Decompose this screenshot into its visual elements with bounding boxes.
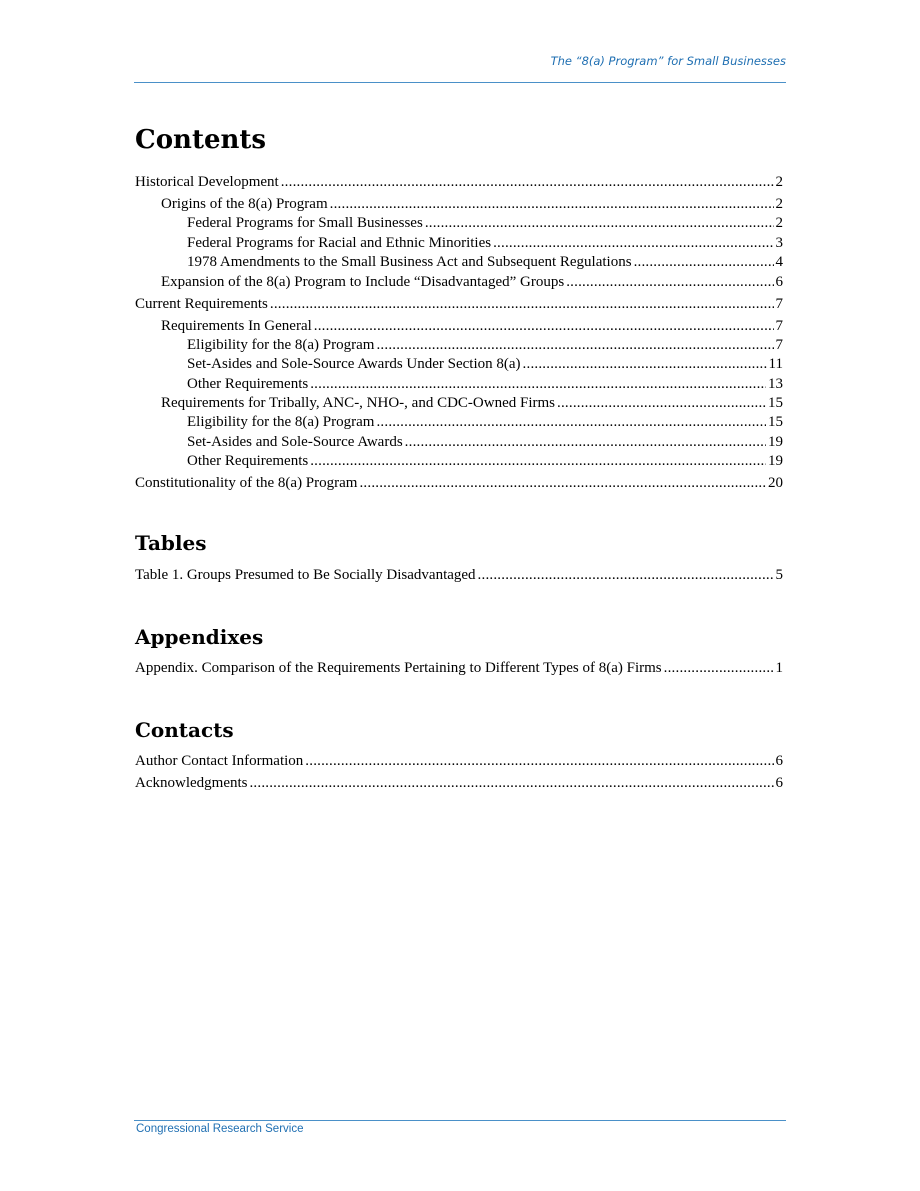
toc-page-number: 19 (768, 453, 783, 470)
toc-page-number: 3 (775, 234, 783, 251)
toc-page-number: 1 (775, 660, 783, 676)
running-header: The “8(a) Program” for Small Businesses (550, 54, 786, 68)
toc-leader-dots (310, 452, 766, 471)
appendixes-heading: Appendixes (135, 625, 264, 649)
toc-entry[interactable] (135, 214, 783, 233)
toc-entry[interactable] (135, 295, 783, 314)
toc-entry-text: Set-Asides and Sole-Source Awards Under Section 8(a) (187, 356, 521, 373)
toc-leader-dots (634, 253, 774, 272)
toc-leader-dots (281, 173, 774, 192)
contacts-heading: Contacts (135, 718, 234, 742)
toc-leader-dots (314, 317, 774, 336)
toc-entry[interactable] (135, 566, 783, 585)
tables-heading: Tables (135, 531, 207, 555)
toc-entry-text: Current Requirements (135, 295, 268, 312)
toc-entry-text: Historical Development (135, 174, 279, 190)
toc-entry-text: Other Requirements (187, 375, 309, 392)
toc-entry-text: Constitutionality of the 8(a) Program (135, 475, 358, 492)
footer-label: Congressional Research Service (136, 1123, 304, 1135)
toc-entry[interactable] (135, 774, 783, 793)
toc-leader-dots (359, 474, 766, 493)
toc-entry-text: Acknowledgments (135, 774, 248, 791)
toc-entry[interactable] (135, 273, 783, 292)
header-divider (134, 82, 786, 83)
toc-entry[interactable] (135, 253, 783, 272)
toc-leader-dots (493, 234, 773, 253)
tables-list (135, 566, 783, 585)
toc-entry[interactable] (135, 659, 783, 678)
toc-page-number: 2 (775, 215, 783, 232)
toc-page-number: 13 (768, 375, 783, 392)
toc-entry-text: Federal Programs for Racial and Ethnic Minorities (187, 234, 492, 251)
toc-page-number: 4 (775, 254, 783, 271)
toc-entry[interactable] (135, 394, 783, 413)
toc-entry-text: Author Contact Information (135, 753, 304, 769)
toc-leader-dots (249, 774, 773, 793)
toc-page-number: 2 (775, 195, 783, 212)
toc-leader-dots (405, 433, 766, 452)
toc-leader-dots (270, 295, 774, 314)
contents-heading: Contents (135, 125, 267, 155)
toc-entry[interactable] (135, 195, 783, 214)
toc-entry[interactable] (135, 433, 783, 452)
toc-entry[interactable] (135, 413, 783, 432)
toc-entry-text: Appendix. Comparison of the Requirements Pertaining to Different Types of 8(a) Firms (135, 660, 662, 676)
toc-entry[interactable] (135, 234, 783, 253)
toc-entry-text: Eligibility for the 8(a) Program (187, 414, 375, 431)
toc-entry-text: Eligibility for the 8(a) Program (187, 336, 375, 353)
toc-leader-dots (557, 394, 766, 413)
toc-page-number: 15 (768, 414, 783, 431)
toc-entry-text: Set-Asides and Sole-Source Awards (187, 433, 403, 450)
toc-leader-dots (310, 375, 766, 394)
toc-entry-text: Requirements In General (161, 317, 312, 334)
toc-entry[interactable] (135, 355, 783, 374)
toc-leader-dots (305, 752, 773, 771)
toc-entry-text: Table 1. Groups Presumed to Be Socially Disadvantaged (135, 567, 476, 583)
toc-entry-text: Expansion of the 8(a) Program to Include “Disadvantaged” Groups (161, 273, 565, 290)
toc-leader-dots (523, 355, 767, 374)
footer-divider (134, 1120, 786, 1121)
toc-page-number: 15 (768, 395, 783, 412)
toc-leader-dots (376, 336, 773, 355)
toc-leader-dots (425, 214, 774, 233)
toc-entry[interactable] (135, 336, 783, 355)
contents-list (135, 173, 783, 494)
toc-leader-dots (376, 413, 766, 432)
toc-entry[interactable] (135, 474, 783, 493)
toc-page-number: 11 (768, 356, 783, 373)
toc-entry[interactable] (135, 173, 783, 192)
toc-page-number: 5 (775, 567, 783, 583)
toc-page-number: 20 (768, 475, 783, 492)
toc-entry-text: Federal Programs for Small Businesses (187, 215, 423, 232)
toc-page-number: 6 (775, 774, 783, 791)
toc-entry-text: Other Requirements (187, 453, 309, 470)
toc-page-number: 19 (768, 433, 783, 450)
toc-entry[interactable] (135, 375, 783, 394)
contacts-list (135, 752, 783, 793)
toc-page-number: 6 (775, 273, 783, 290)
toc-entry[interactable] (135, 317, 783, 336)
appendixes-list (135, 659, 783, 678)
toc-page-number: 7 (775, 336, 783, 353)
toc-leader-dots (330, 195, 774, 214)
toc-page-number: 7 (775, 317, 783, 334)
toc-page-number: 7 (775, 295, 783, 312)
toc-entry-text: Origins of the 8(a) Program (161, 195, 328, 212)
toc-entry[interactable] (135, 452, 783, 471)
toc-leader-dots (478, 566, 774, 585)
toc-entry-text: 1978 Amendments to the Small Business Act and Subsequent Regulations (187, 254, 632, 271)
toc-page-number: 6 (775, 753, 783, 769)
toc-entry[interactable] (135, 752, 783, 771)
toc-entry-text: Requirements for Tribally, ANC-, NHO-, and CDC-Owned Firms (161, 395, 556, 412)
toc-page-number: 2 (775, 174, 783, 190)
toc-leader-dots (566, 273, 773, 292)
toc-leader-dots (664, 659, 774, 678)
